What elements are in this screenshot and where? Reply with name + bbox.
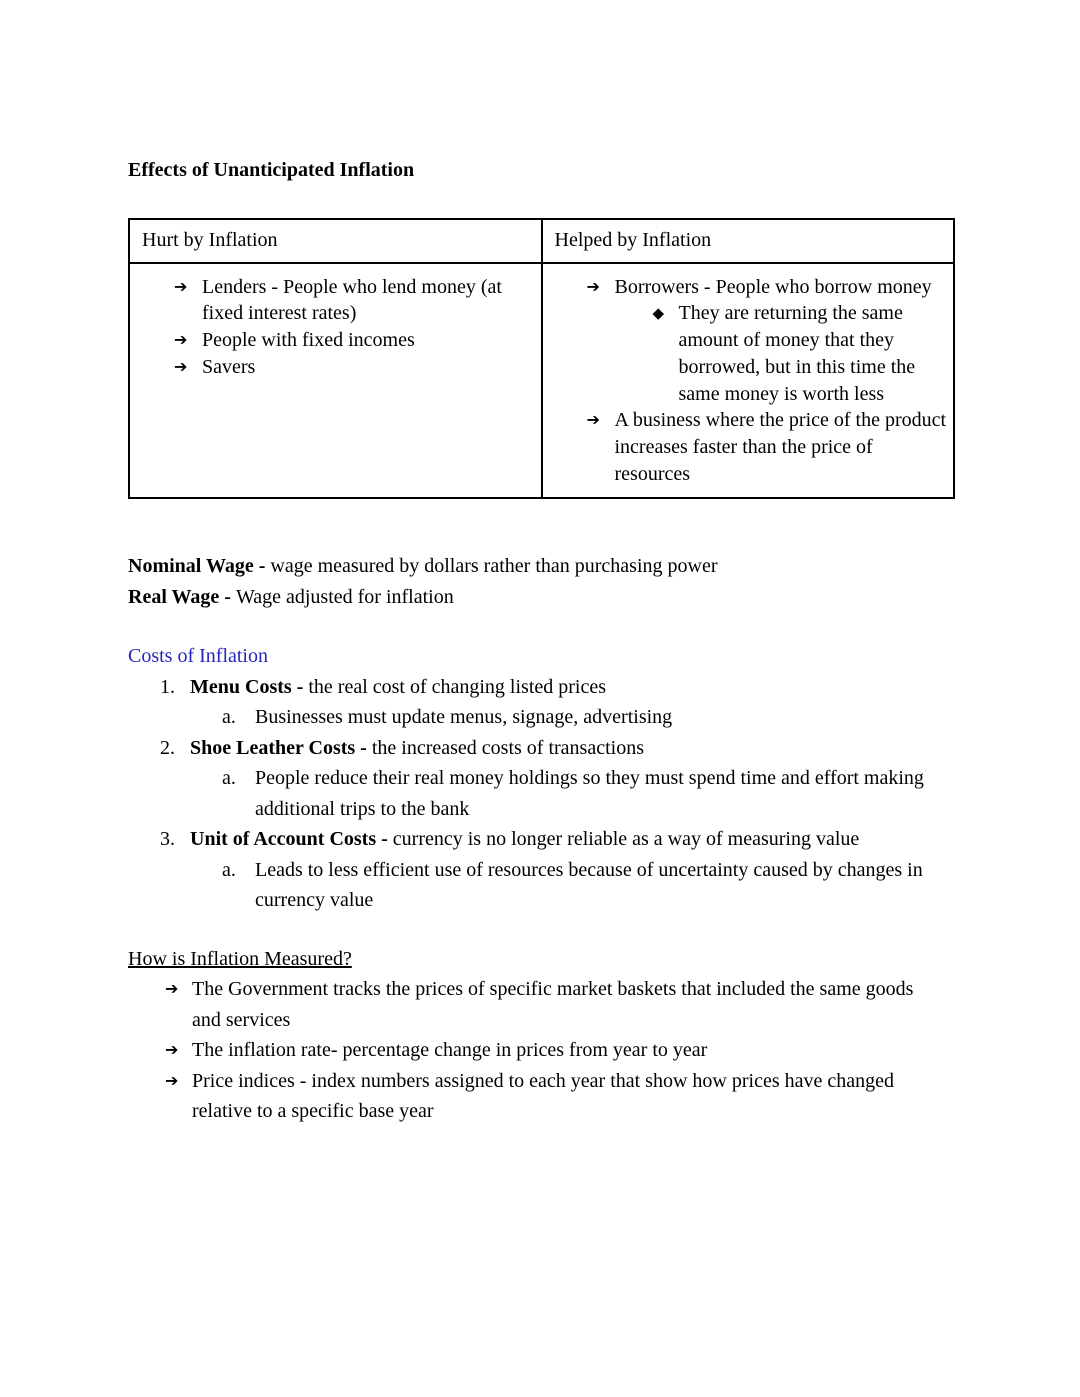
list-item-text: Price indices - index numbers assigned to each year that show how prices have changed relative to a specific base year: [192, 1069, 894, 1123]
numbered-item: [128, 672, 955, 703]
numbered-item-text: [190, 672, 606, 703]
arrow-bullet-icon: ➔: [174, 276, 188, 296]
list-item: [174, 274, 539, 327]
diamond-bullet-icon: ◆: [652, 304, 665, 323]
costs-list: [128, 672, 955, 916]
item-number: 1.: [160, 675, 175, 698]
table-cell-hurt: [129, 263, 542, 499]
table-body-row: [129, 263, 954, 499]
definition-text: Wage adjusted for inflation: [235, 585, 454, 608]
measured-list: [128, 974, 955, 1127]
costs-of-inflation-heading: Costs of Inflation: [128, 645, 268, 668]
item-term: Unit of Account Costs -: [190, 828, 393, 851]
definition-text: wage measured by dollars rather than purchasing power: [270, 555, 718, 578]
sub-item-letter: a.: [222, 858, 236, 881]
item-number: 3.: [160, 828, 175, 851]
definition-term: Real Wage -: [128, 585, 236, 608]
arrow-bullet-icon: ➔: [586, 276, 600, 296]
list-item-text: A business where the price of the product increases faster than the price of resources: [614, 409, 947, 485]
table-cell-helped: [542, 263, 955, 499]
list-item: [174, 354, 539, 381]
definition-nominal-wage: [128, 551, 955, 582]
hurt-list: [174, 274, 539, 381]
sub-item-letter: a.: [222, 706, 236, 729]
sub-item-text: Leads to less efficient use of resources because of uncertainty caused by changes in currency value: [255, 858, 923, 912]
definition-term: Nominal Wage -: [128, 555, 271, 578]
lettered-sub-item: [128, 855, 955, 916]
numbered-item: [128, 733, 955, 764]
list-item: [128, 974, 955, 1035]
lettered-sub-item: [128, 702, 955, 733]
sub-item-letter: a.: [222, 767, 236, 790]
wage-definitions: [128, 551, 955, 612]
item-text: the increased costs of transactions: [371, 736, 644, 759]
item-term: Shoe Leather Costs -: [190, 736, 372, 759]
sub-item-text: Businesses must update menus, signage, advertising: [255, 706, 673, 729]
page-title: Effects of Unanticipated Inflation: [128, 159, 415, 181]
helped-list: [587, 274, 952, 488]
item-number: 2.: [160, 736, 175, 759]
list-item-text: People with fixed incomes: [202, 329, 415, 352]
list-item-text: Lenders - People who lend money (at fixed interest rates): [202, 275, 502, 325]
list-item: [174, 327, 539, 354]
arrow-bullet-icon: ➔: [586, 410, 600, 430]
arrow-bullet-icon: ➔: [165, 1070, 179, 1090]
numbered-item: [128, 824, 955, 855]
list-item: [587, 274, 952, 301]
definition-real-wage: [128, 582, 955, 613]
sub-item-text: People reduce their real money holdings so they must spend time and effort making additional trips to the bank: [255, 767, 924, 820]
arrow-bullet-icon: ➔: [165, 1040, 179, 1060]
sub-list-item-text: They are returning the same amount of money that they borrowed, but in this time the same money is worth less: [678, 302, 916, 405]
sub-list-item: [653, 300, 952, 407]
item-text: the real cost of changing listed prices: [308, 675, 607, 698]
table-header-row: [129, 219, 954, 263]
numbered-item-text: [190, 824, 859, 855]
inflation-effects-table: [128, 218, 955, 499]
list-item: [128, 1066, 955, 1127]
arrow-bullet-icon: ➔: [174, 356, 188, 376]
lettered-sub-item: [128, 763, 955, 824]
list-item-text: The inflation rate- percentage change in prices from year to year: [192, 1039, 708, 1062]
how-inflation-measured-heading: How is Inflation Measured?: [128, 947, 352, 970]
list-item-text: Borrowers - People who borrow money: [614, 275, 932, 298]
numbered-item-text: [190, 733, 644, 764]
arrow-bullet-icon: ➔: [174, 330, 188, 350]
arrow-bullet-icon: ➔: [165, 979, 179, 999]
list-item: [128, 1035, 955, 1066]
table-header-helped: Helped by Inflation: [542, 219, 955, 263]
table-header-hurt: Hurt by Inflation: [129, 219, 542, 263]
list-item-text: The Government tracks the prices of specific market baskets that included the same goods and services: [192, 978, 914, 1031]
item-term: Menu Costs -: [190, 675, 309, 698]
item-text: currency is no longer reliable as a way of measuring value: [392, 828, 860, 851]
list-item: [587, 407, 952, 487]
list-item-text: Savers: [202, 355, 256, 378]
